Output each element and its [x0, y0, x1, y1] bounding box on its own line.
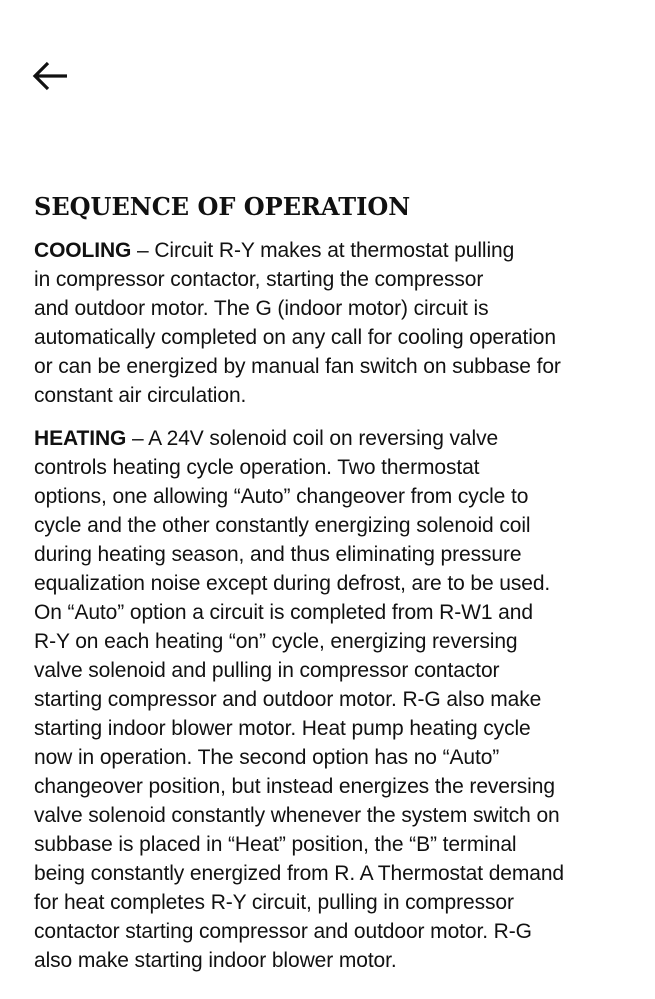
heating-line: On “Auto” option a circuit is completed from R-W1 and — [34, 601, 533, 624]
heating-line: being constantly energized from R. A Thermostat demand — [34, 862, 565, 885]
heating-line: starting indoor blower motor. Heat pump heating cycle — [34, 717, 531, 740]
back-button[interactable] — [28, 56, 72, 96]
cooling-paragraph — [34, 236, 634, 410]
heating-line: now in operation. The second option has no “Auto” — [34, 746, 500, 769]
cooling-line-text: – Circuit R-Y makes at thermostat pulling — [131, 239, 515, 262]
heating-line: subbase is placed in “Heat” position, the “B” terminal — [34, 833, 517, 856]
heating-line: also make starting indoor blower motor. — [34, 949, 397, 972]
heating-line: controls heating cycle operation. Two thermostat — [34, 456, 480, 479]
heating-paragraph — [34, 424, 634, 975]
article — [34, 190, 634, 989]
heating-line: R-Y on each heating “on” cycle, energizing reversing — [34, 630, 518, 653]
cooling-line: or can be energized by manual fan switch on subbase for — [34, 355, 561, 378]
cooling-line: and outdoor motor. The G (indoor motor) circuit is — [34, 297, 489, 320]
heating-line: during heating season, and thus eliminating pressure — [34, 543, 522, 566]
heating-line: changeover position, but instead energizes the reversing — [34, 775, 555, 798]
heating-line: starting compressor and outdoor motor. R-G also make — [34, 688, 542, 711]
cooling-line — [34, 236, 634, 265]
arrow-left-icon — [31, 61, 69, 91]
heating-line — [34, 424, 634, 453]
cooling-line: constant air circulation. — [34, 384, 247, 407]
heating-lead: HEATING — [34, 427, 127, 450]
heating-line: for heat completes R-Y circuit, pulling in compressor — [34, 891, 514, 914]
cooling-lead: COOLING — [34, 239, 132, 262]
heating-line: contactor starting compressor and outdoor motor. R-G — [34, 920, 532, 943]
heating-line: equalization noise except during defrost, are to be used. — [34, 572, 551, 595]
cooling-line: automatically completed on any call for cooling operation — [34, 326, 556, 349]
cooling-line: in compressor contactor, starting the compressor — [34, 268, 484, 291]
heating-line: valve solenoid constantly whenever the system switch on — [34, 804, 560, 827]
page-title: SEQUENCE OF OPERATION — [34, 192, 411, 221]
heating-line: cycle and the other constantly energizing solenoid coil — [34, 514, 531, 537]
heating-line: options, one allowing “Auto” changeover from cycle to — [34, 485, 529, 508]
heating-line: valve solenoid and pulling in compressor contactor — [34, 659, 500, 682]
heating-line-text: – A 24V solenoid coil on reversing valve — [126, 427, 499, 450]
